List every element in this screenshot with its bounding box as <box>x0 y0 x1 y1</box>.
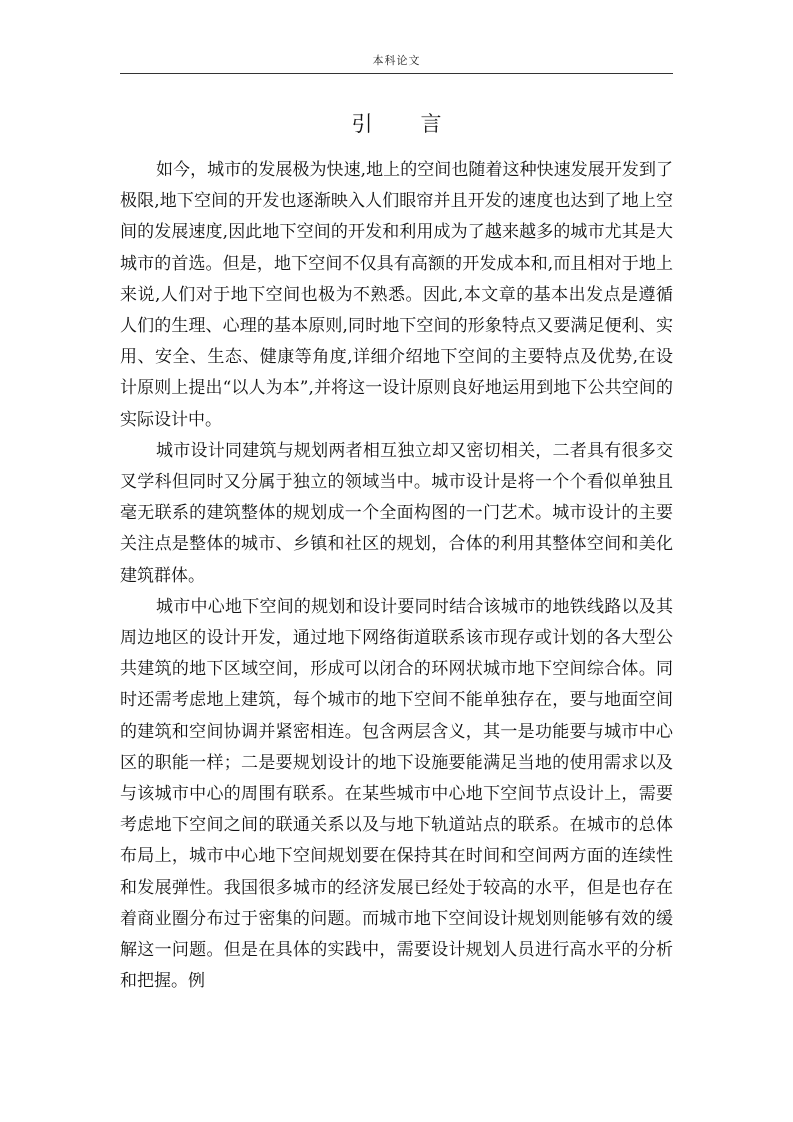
paragraph-3: 城市中心地下空间的规划和设计要同时结合该城市的地铁线路以及其周边地区的设计开发，通过地下网络街道联系该市现存或计划的各大型公共建筑的地下区域空间，形成可以闭合的环网状城市地下空间综合体。同时还需考虑地上建筑，每个城市的地下空间不能单独存在，要与地面空间的建筑和空间协调并紧密相连。包含两层含义，其一是功能要与城市中心区的职能一样；二是要规划设计的地下设施要能满足当地的使用需求以及与该城市中心的周围有联系。在某些城市中心地下空间节点设计上，需要考虑地下空间之间的联通关系以及与地下轨道站点的联系。在城市的总体布局上，城市中心地下空间规划要在保持其在时间和空间两方面的连续性和发展弹性。我国很多城市的经济发展已经处于较高的水平，但是也存在着商业圈分布过于密集的问题。而城市地下空间设计规划则能够有效的缓解这一问题。但是在具体的实践中，需要设计规划人员进行高水平的分析和把握。例 <box>120 596 673 992</box>
paragraph-1: 如今，城市的发展极为快速,地上的空间也随着这种快速发展开发到了极限,地下空间的开发也逐渐映入人们眼帘并且开发的速度也达到了地上空间的发展速度,因此地下空间的开发和利用成为了越来越多的城市尤其是大城市的首选。但是，地下空间不仅具有高额的开发成本和,而且相对于地上来说,人们对于地下空间也极为不熟悉。因此,本文章的基本出发点是遵循人们的生理、心理的基本原则,同时地下空间的形象特点又要满足便利、实用、安全、生态、健康等角度,详细介绍地下空间的主要特点及优势,在设计原则上提出“以人为本”,并将这一设计原则良好地运用到地下公共空间的实际设计中。 <box>120 160 673 430</box>
section-title <box>120 106 673 142</box>
header-rule <box>120 73 673 74</box>
body-text <box>120 155 673 997</box>
paragraph-2: 城市设计同建筑与规划两者相互独立却又密切相关，二者具有很多交叉学科但同时又分属于独立的领域当中。城市设计是将一个个看似单独且毫无联系的建筑整体的规划成一个全面构图的一门艺术。城市设计的主要关注点是整体的城市、乡镇和社区的规划，合体的利用其整体空间和美化建筑群体。 <box>120 440 673 586</box>
section-title-char-2: 言 <box>420 112 442 137</box>
section-title-char-1: 引 <box>351 112 373 137</box>
running-header: 本科论文 <box>372 54 421 67</box>
